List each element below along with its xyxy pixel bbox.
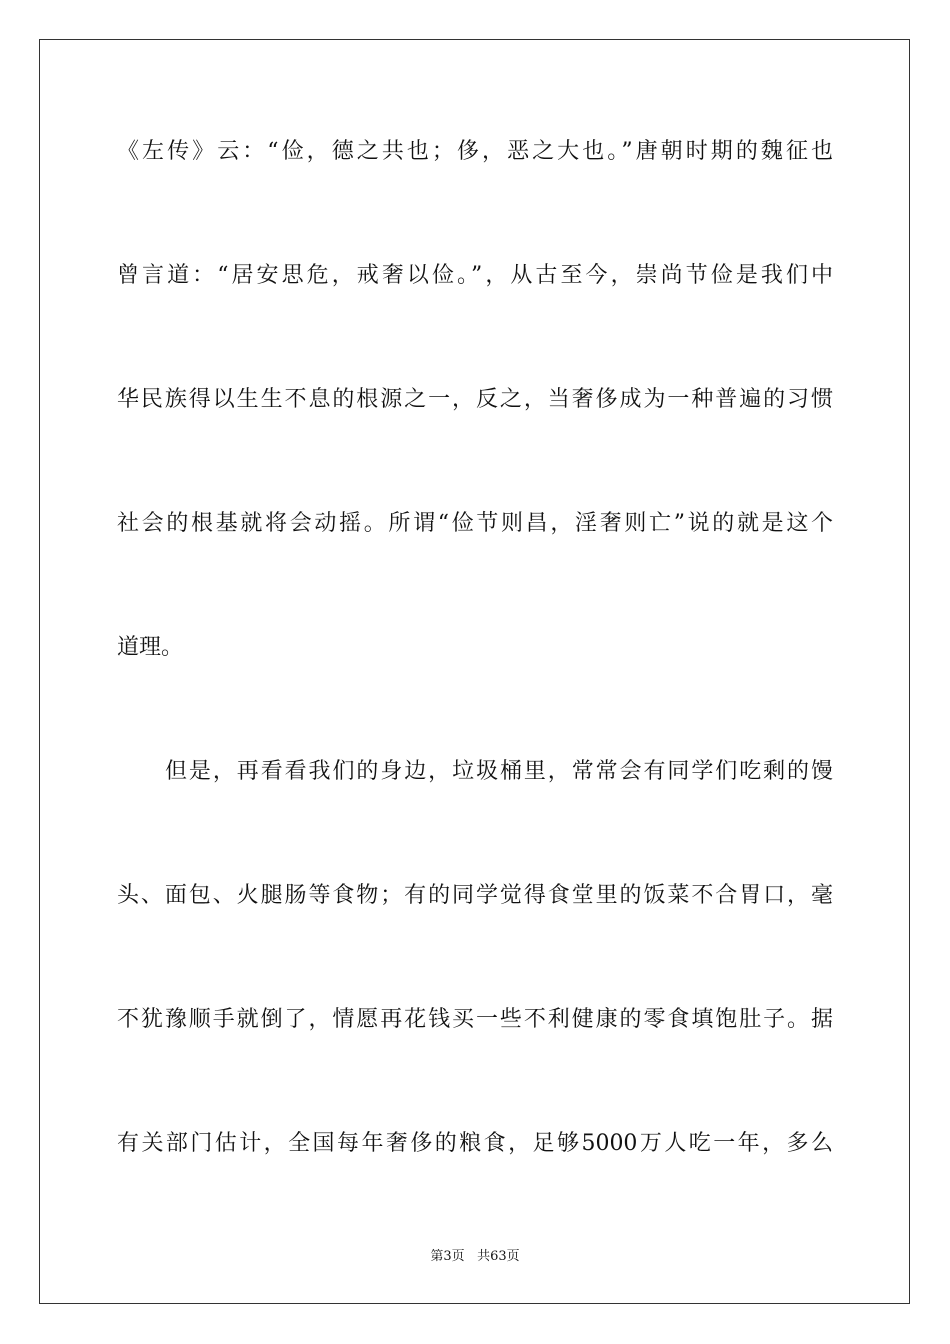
paragraph-2-line-3: 不犹豫顺手就倒了，情愿再花钱买一些不利健康的零食填饱肚子。据 [117,1007,833,1032]
paragraph-2-line-4: 有关部门估计，全国每年奢侈的粮食，足够5000万人吃一年，多么 [117,1131,833,1156]
page-number: 第3页 [430,1249,465,1264]
paragraph-1-line-2: 曾言道：“居安思危，戒奢以俭。”，从古至今，崇尚节俭是我们中 [117,263,833,288]
paragraph-1-line-1: 《左传》云：“俭，德之共也；侈，恶之大也。”唐朝时期的魏征也 [117,139,833,164]
paragraph-1-line-5: 道理。 [117,635,184,660]
paragraph-1-line-4: 社会的根基就将会动摇。所谓“俭节则昌，淫奢则亡”说的就是这个 [117,511,833,536]
paragraph-1-line-3: 华民族得以生生不息的根源之一，反之，当奢侈成为一种普遍的习惯 [117,387,833,412]
page-border [39,39,910,1304]
paragraph-2-line-2: 头、面包、火腿肠等食物；有的同学觉得食堂里的饭菜不合胃口，毫 [117,883,833,908]
footer-spacer [465,1249,477,1264]
page-footer [0,1248,950,1266]
paragraph-2-line-1: 但是，再看看我们的身边，垃圾桶里，常常会有同学们吃剩的馒 [165,759,833,784]
total-pages: 共63页 [477,1249,520,1264]
